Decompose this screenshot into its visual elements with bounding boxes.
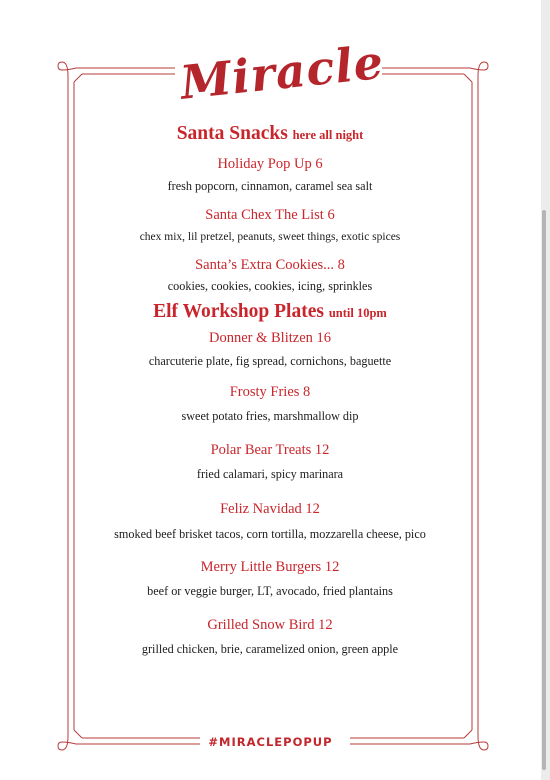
menu-item-desc: beef or veggie burger, LT, avocado, fried plantains [147, 584, 393, 598]
menu-item-name: Donner & Blitzen 16 [208, 330, 332, 346]
section-name: Santa Snacks [176, 123, 288, 144]
menu-item-name: Feliz Navidad 12 [220, 501, 320, 517]
menu-item-name: Polar Bear Treats 12 [210, 442, 330, 458]
menu-item-desc: chex mix, lil pretzel, peanuts, sweet things, exotic spices [139, 231, 401, 243]
section-title-elf-workshop [100, 300, 440, 325]
menu-item-desc: sweet potato fries, marshmallow dip [181, 409, 359, 423]
menu-content [100, 120, 440, 658]
menu-item-name: Holiday Pop Up 6 [217, 156, 323, 172]
menu-item-desc: fresh popcorn, cinnamon, caramel sea salt [167, 179, 373, 193]
hashtag-footer: #MIRACLEPOPUP [208, 735, 333, 749]
menu-item-desc: grilled chicken, brie, caramelized onion, green apple [141, 642, 399, 656]
menu-item-desc: smoked beef brisket tacos, corn tortilla, mozzarella cheese, pico [114, 527, 426, 541]
section-name: Elf Workshop Plates [153, 301, 324, 322]
menu-item-name: Merry Little Burgers 12 [200, 559, 340, 575]
menu-item-name: Frosty Fries 8 [229, 384, 311, 400]
miracle-logo: Miracle [177, 34, 387, 110]
section-note: here all night [292, 128, 364, 142]
menu-item-name: Santa’s Extra Cookies... 8 [195, 257, 345, 273]
section-title-santa-snacks [100, 122, 440, 147]
vertical-scrollbar[interactable] [542, 210, 546, 770]
menu-item-name: Grilled Snow Bird 12 [207, 617, 333, 633]
menu-item-desc: fried calamari, spicy marinara [196, 467, 344, 481]
menu-item-desc: cookies, cookies, cookies, icing, sprinkles [167, 279, 373, 293]
menu-item-desc: charcuterie plate, fig spread, cornichons, baguette [148, 354, 392, 368]
section-note: until 10pm [328, 306, 387, 320]
menu-item-name: Santa Chex The List 6 [205, 207, 335, 223]
